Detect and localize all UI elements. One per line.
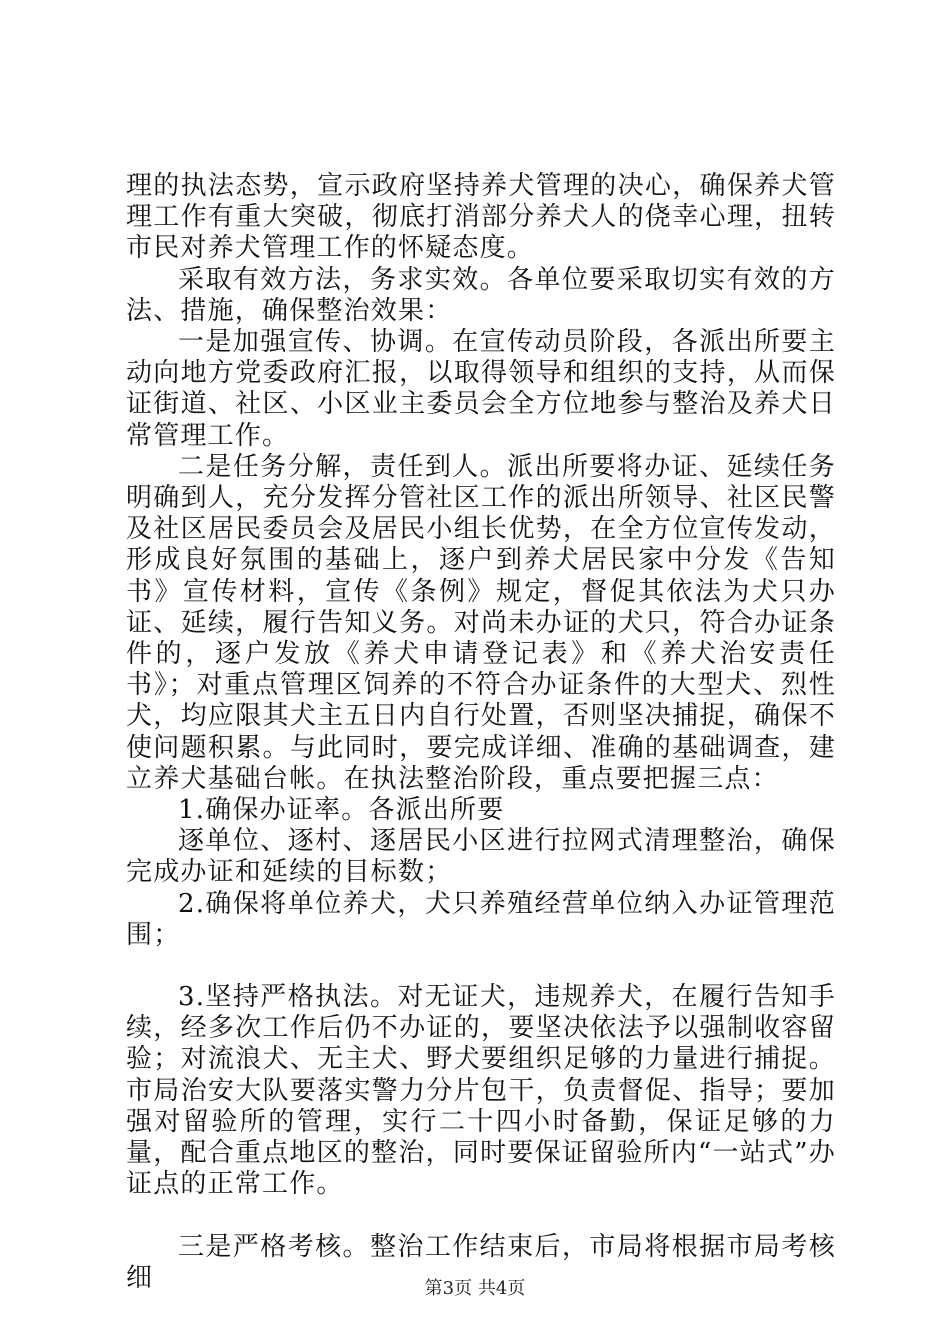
paragraph-assessment: 三是严格考核。整治工作结束后，市局将根据市局考核细 xyxy=(126,1231,836,1293)
spacer xyxy=(126,951,836,982)
list-item-2: 2.确保将单位养犬，犬只养殖经营单位纳入办证管理范围； xyxy=(126,888,836,950)
spacer xyxy=(126,1201,836,1232)
paragraph-task-division: 二是任务分解，责任到人。派出所要将办证、延续任务明确到人，充分发挥分管社区工作的派出所领导、社区民警及社区居民委员会及居民小组长优势，在全方位宣传发动，形成良好氛围的基础上，逐户到养犬居民家中分发《告知书》宣传材料，宣传《条例》规定，督促其依法为犬只办证、延续，履行告知义务。对尚未办证的犬只，符合办证条件的，逐户发放《养犬申请登记表》和《养犬治安责任书》；对重点管理区饲养的不符合办证条件的大型犬、烈性犬，均应限其犬主五日内自行处置，否则坚决捕捉，确保不使问题积累。与此同时，要完成详细、准确的基础调查，建立养犬基础台帐。在执法整治阶段，重点要把握三点： xyxy=(126,451,836,794)
paragraph-methods: 采取有效方法，务求实效。各单位要采取切实有效的方法、措施，确保整治效果： xyxy=(126,264,836,326)
paragraph-publicity: 一是加强宣传、协调。在宣传动员阶段，各派出所要主动向地方党委政府汇报，以取得领导和组织的支持，从而保证街道、社区、小区业主委员会全方位地参与整治及养犬日常管理工作。 xyxy=(126,327,836,451)
page-number: 第3页 共4页 xyxy=(424,1278,526,1299)
list-item-3: 3.坚持严格执法。对无证犬，违规养犬，在履行告知手续，经多次工作后仍不办证的，要坚决依法予以强制收容留验；对流浪犬、无主犬、野犬要组织足够的力量进行捕捉。市局治安大队要落实警力分片包干，负责督促、指导；要加强对留验所的管理，实行二十四小时备勤，保证足够的力量，配合重点地区的整治，同时要保证留验所内“一站式”办证点的正常工作。 xyxy=(126,982,836,1200)
paragraph-grid-cleanup: 逐单位、逐村、逐居民小区进行拉网式清理整治，确保完成办证和延续的目标数； xyxy=(126,826,836,888)
list-item-1: 1.确保办证率。各派出所要 xyxy=(178,795,505,826)
paragraph-continuation: 理的执法态势，宣示政府坚持养犬管理的决心，确保养犬管理工作有重大突破，彻底打消部分养犬人的侥幸心理，扭转市民对养犬管理工作的怀疑态度。 xyxy=(126,171,836,264)
document-body xyxy=(126,171,836,1294)
